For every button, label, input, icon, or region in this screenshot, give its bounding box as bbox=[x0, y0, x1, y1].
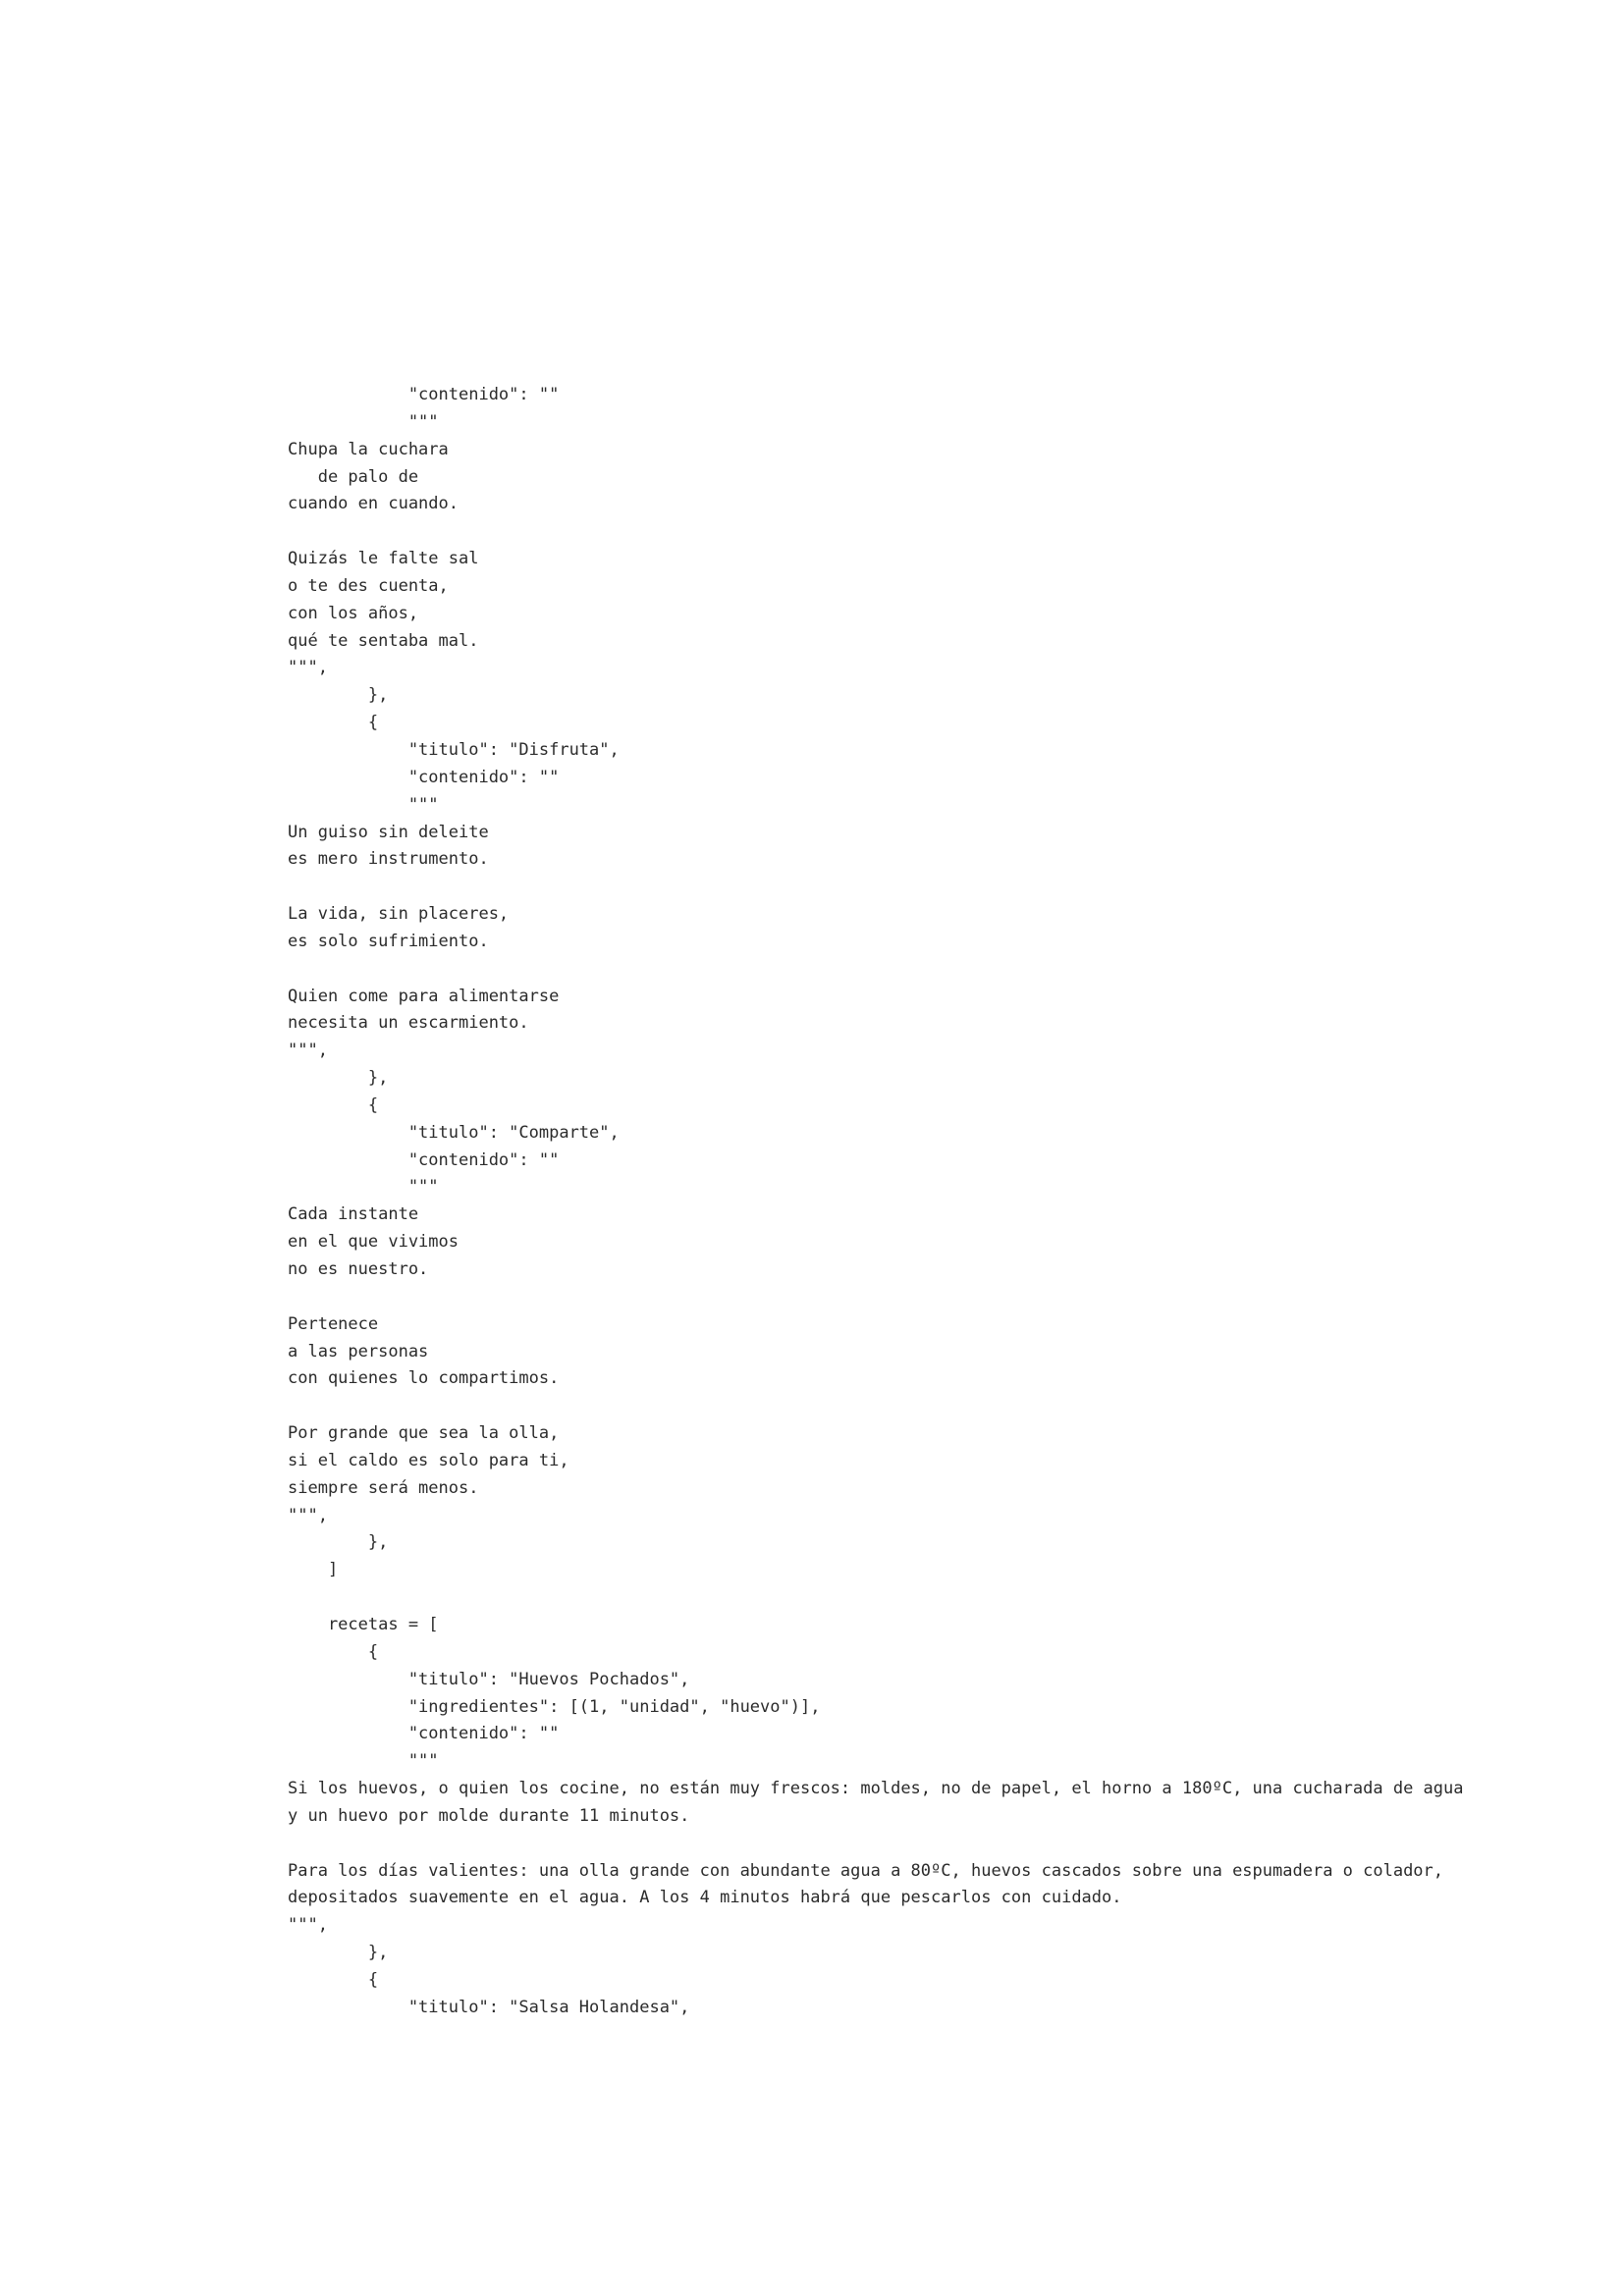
code-line: Por grande que sea la olla, bbox=[288, 1423, 560, 1444]
code-line: siempre será menos. bbox=[288, 1477, 479, 1498]
code-line: "ingredientes": [(1, "unidad", "huevo")], bbox=[288, 1696, 821, 1717]
code-line: """ bbox=[288, 1751, 439, 1772]
code-line: qué te sentaba mal. bbox=[288, 630, 479, 651]
code-listing bbox=[288, 382, 1564, 2022]
code-line: "contenido": "" bbox=[288, 1149, 560, 1170]
code-line: ] bbox=[288, 1560, 339, 1580]
code-line: { bbox=[288, 713, 379, 733]
code-line: }, bbox=[288, 1943, 389, 1963]
code-line: { bbox=[288, 1095, 379, 1115]
code-line: """ bbox=[288, 1177, 439, 1198]
code-line: o te des cuenta, bbox=[288, 575, 449, 596]
code-line: "titulo": "Comparte", bbox=[288, 1122, 620, 1143]
code-line: recetas = [ bbox=[288, 1614, 439, 1634]
code-line bbox=[288, 1284, 1564, 1311]
code-line: """, bbox=[288, 658, 328, 678]
code-line bbox=[288, 1584, 1564, 1612]
code-line: "titulo": "Huevos Pochados", bbox=[288, 1669, 690, 1689]
code-line: en el que vivimos bbox=[288, 1232, 459, 1253]
code-line: con quienes lo compartimos. bbox=[288, 1368, 560, 1389]
code-line: Quien come para alimentarse bbox=[288, 986, 560, 1006]
code-line: "titulo": "Salsa Holandesa", bbox=[288, 1997, 690, 2017]
code-line: cuando en cuando. bbox=[288, 494, 459, 514]
code-line: es solo sufrimiento. bbox=[288, 931, 489, 951]
code-line: es mero instrumento. bbox=[288, 849, 489, 870]
code-line: Cada instante bbox=[288, 1204, 419, 1225]
code-line: Un guiso sin deleite bbox=[288, 822, 489, 842]
code-line: """, bbox=[288, 1505, 328, 1525]
code-line bbox=[288, 1393, 1564, 1420]
code-line bbox=[288, 518, 1564, 546]
code-line: "contenido": "" bbox=[288, 1724, 560, 1744]
code-line: Si los huevos, o quien los cocine, no están muy frescos: moldes, no de papel, el horno a 180ºC, una cucharada de agua bbox=[288, 1779, 1464, 1799]
code-line: { bbox=[288, 1969, 379, 1990]
code-line: Pertenece bbox=[288, 1313, 379, 1334]
code-line: """, bbox=[288, 1915, 328, 1936]
code-line: "contenido": "" bbox=[288, 767, 560, 787]
code-line: a las personas bbox=[288, 1341, 429, 1362]
code-line: "contenido": "" bbox=[288, 385, 560, 404]
code-line: si el caldo es solo para ti, bbox=[288, 1450, 569, 1470]
code-line: de palo de bbox=[288, 466, 419, 487]
code-line: depositados suavemente en el agua. A los 4 minutos habrá que pescarlos con cuidado. bbox=[288, 1888, 1122, 1908]
code-line: "titulo": "Disfruta", bbox=[288, 739, 620, 760]
code-line: }, bbox=[288, 1068, 389, 1089]
code-line: necesita un escarmiento. bbox=[288, 1013, 529, 1034]
code-line: """ bbox=[288, 794, 439, 815]
code-line: }, bbox=[288, 1532, 389, 1553]
code-line: """ bbox=[288, 411, 439, 432]
code-line: """, bbox=[288, 1041, 328, 1061]
code-line: no es nuestro. bbox=[288, 1259, 429, 1279]
code-line bbox=[288, 874, 1564, 901]
code-line: Quizás le falte sal bbox=[288, 549, 479, 569]
code-line: y un huevo por molde durante 11 minutos. bbox=[288, 1805, 690, 1826]
code-line bbox=[288, 956, 1564, 984]
code-line: Chupa la cuchara bbox=[288, 439, 449, 459]
code-line bbox=[288, 1831, 1564, 1858]
code-line: }, bbox=[288, 685, 389, 706]
code-line: La vida, sin placeres, bbox=[288, 904, 510, 925]
code-line: { bbox=[288, 1641, 379, 1662]
code-line: con los años, bbox=[288, 603, 419, 623]
code-line: Para los días valientes: una olla grande con abundante agua a 80ºC, huevos cascados sobre una espumadera o colador, bbox=[288, 1860, 1444, 1881]
